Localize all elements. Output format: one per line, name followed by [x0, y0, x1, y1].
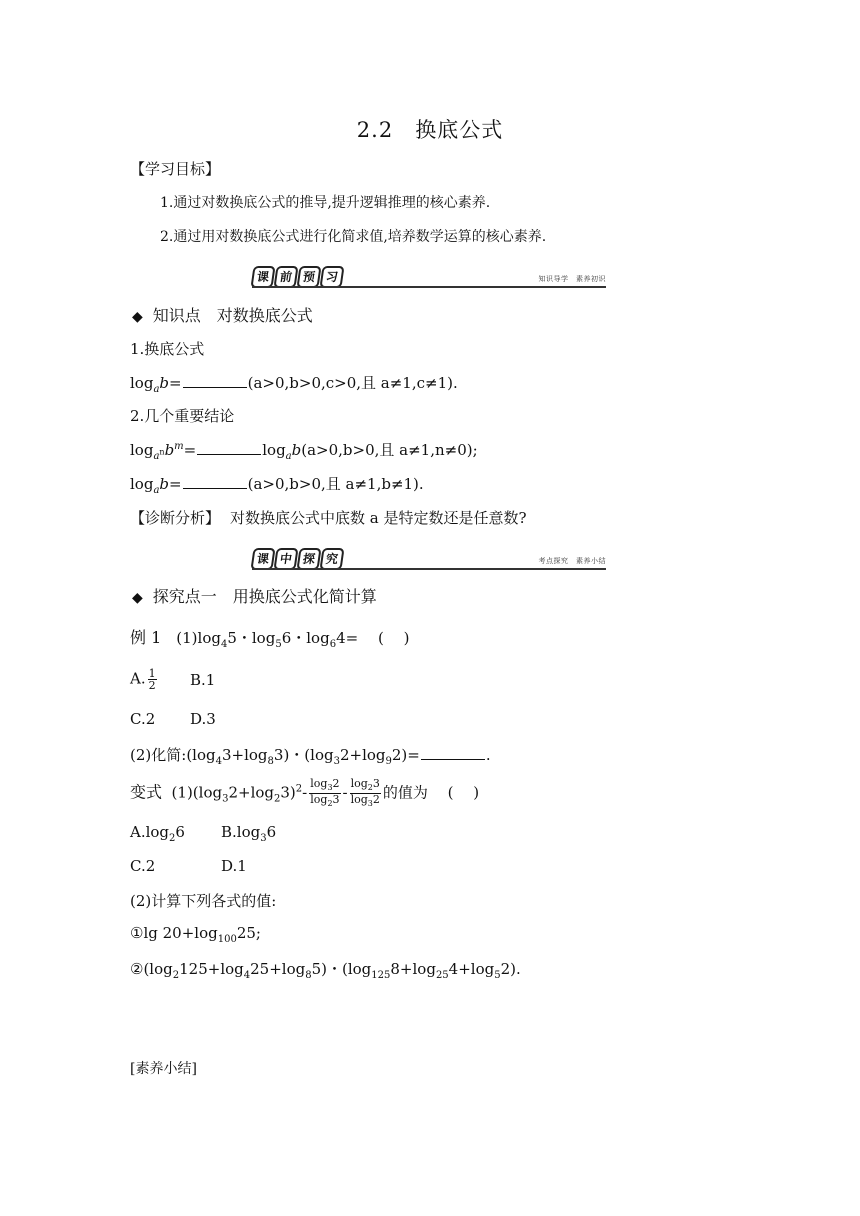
- fraction-log32-over-log23: $\frac{\log_32}{\log_23}$: [310, 777, 340, 809]
- option-b-label: B.log: [221, 823, 261, 841]
- diamond-bullet-icon: ◆: [132, 309, 143, 325]
- formula-change-of-base: $\log_ab= (a>0,b>0,c>0$,且 a≠1,c≠1).: [130, 374, 458, 395]
- option-a-label: A.log: [130, 823, 170, 841]
- formula1-cond: (a>0,b>0,c>0,且 a≠1,c≠1).: [247, 374, 458, 392]
- answer-blank: [197, 440, 261, 455]
- example1-q2-prefix: (2)化简:: [130, 746, 187, 764]
- explore-heading: [132, 584, 377, 607]
- banner-char: 预: [296, 266, 321, 288]
- example1-option-b: B.1: [190, 671, 216, 689]
- fraction-log23-over-log32: $\frac{\log_23}{\log_32}$: [350, 777, 380, 809]
- variant-option-d: D.1: [221, 857, 247, 875]
- variant-option-a: $A.\log_26$: [130, 823, 185, 844]
- banner-char: 究: [319, 548, 344, 570]
- example1-q1-tail: = ( ): [345, 629, 410, 647]
- example1-q2: (2)化简$:(\log_43+\log_83)$・$(\log_32+\log_92)=$ .: [130, 746, 491, 767]
- variant-q1: 变式 $(1)(\log_32+\log_23)^2-$ $\frac{\log_32}{\log_23}$ - $\frac{\log_23}{\log_32}$ 的值为 ( ): [130, 777, 480, 809]
- diagnosis-text: 对数换底公式中底数 a 是特定数还是任意数?: [230, 509, 527, 527]
- item-1-mark: ①: [130, 924, 144, 942]
- formula3-cond: (a>0,b>0,且 a≠1,b≠1).: [247, 475, 424, 493]
- variant-option-b: $B.\log_36$: [221, 823, 277, 844]
- objectives-heading: 【学习目标】: [130, 160, 221, 178]
- banner-char: 习: [319, 266, 344, 288]
- banner-divider: [252, 286, 606, 288]
- example1-option-d: D.3: [190, 710, 216, 728]
- banner-char: 前: [273, 266, 298, 288]
- banner-tags: 考点探究 素养小结: [538, 557, 606, 565]
- section-banner-explore: [252, 542, 606, 570]
- summary-label: [素养小结]: [130, 1061, 197, 1077]
- diamond-bullet-icon: ◆: [132, 590, 143, 606]
- section-banner-preview: [252, 260, 606, 288]
- example1-q1: 例 1 $(1)\log_45$・$\log_56$・$\log_64=$ ( ): [130, 628, 410, 650]
- variant-item-2: $②(\log_2125+\log_425+\log_85)$・$(\log_{125}8+\log_{25}4+\log_52)$.: [130, 960, 521, 981]
- variant-label: 变式: [130, 782, 163, 802]
- banner-char: 课: [250, 266, 275, 288]
- diagnosis-label: 【诊断分析】: [130, 509, 221, 527]
- example-label: 例 1: [130, 628, 162, 647]
- diagnosis: [130, 507, 527, 528]
- banner-divider: [252, 568, 606, 570]
- banner-char: 探: [296, 548, 321, 570]
- knowledge-sub1: 1.换底公式: [130, 340, 205, 358]
- fraction-one-half: $\frac{1}{2}$: [148, 667, 156, 692]
- answer-blank: [183, 474, 247, 489]
- variant-item-1: ①lg $20+\log_{100}25$;: [130, 924, 261, 945]
- answer-blank: [421, 745, 485, 760]
- example1-option-c: C.2: [130, 710, 156, 728]
- option-a-label: A.: [130, 669, 146, 688]
- example1-option-a: [130, 668, 159, 691]
- variant-q1-tail: 的值为 ( ): [382, 783, 480, 802]
- formula2-cond: (a>0,b>0,且 a≠1,n≠0);: [301, 441, 478, 459]
- banner-tags: 知识导学 素养初识: [538, 275, 606, 283]
- item-2-mark: ②: [130, 960, 144, 978]
- knowledge-heading: [132, 303, 313, 326]
- page-title: 2.2 换底公式: [356, 118, 504, 142]
- answer-blank: [183, 373, 247, 388]
- objective-item-1: 1.通过对数换底公式的推导,提升逻辑推理的核心素养.: [160, 195, 491, 211]
- knowledge-heading-text: 知识点 对数换底公式: [152, 306, 313, 325]
- banner-char: 中: [273, 548, 298, 570]
- variant-q2: (2)计算下列各式的值:: [130, 892, 277, 910]
- formula-conclusion-2: $\log_ab= (a>0,b>0$,且 a≠1,b≠1).: [130, 475, 424, 496]
- banner-char: 课: [250, 548, 275, 570]
- explore-heading-text: 探究点一 用换底公式化简计算: [152, 587, 377, 606]
- knowledge-sub2: 2.几个重要结论: [130, 407, 235, 425]
- objective-item-2: 2.通过用对数换底公式进行化简求值,培养数学运算的核心素养.: [160, 229, 547, 245]
- formula-conclusion-1: $\log_{a^n}b^m= \log_ab(a>0,b>0$,且 a≠1,n≠0);: [130, 441, 478, 462]
- variant-option-c: C.2: [130, 857, 156, 875]
